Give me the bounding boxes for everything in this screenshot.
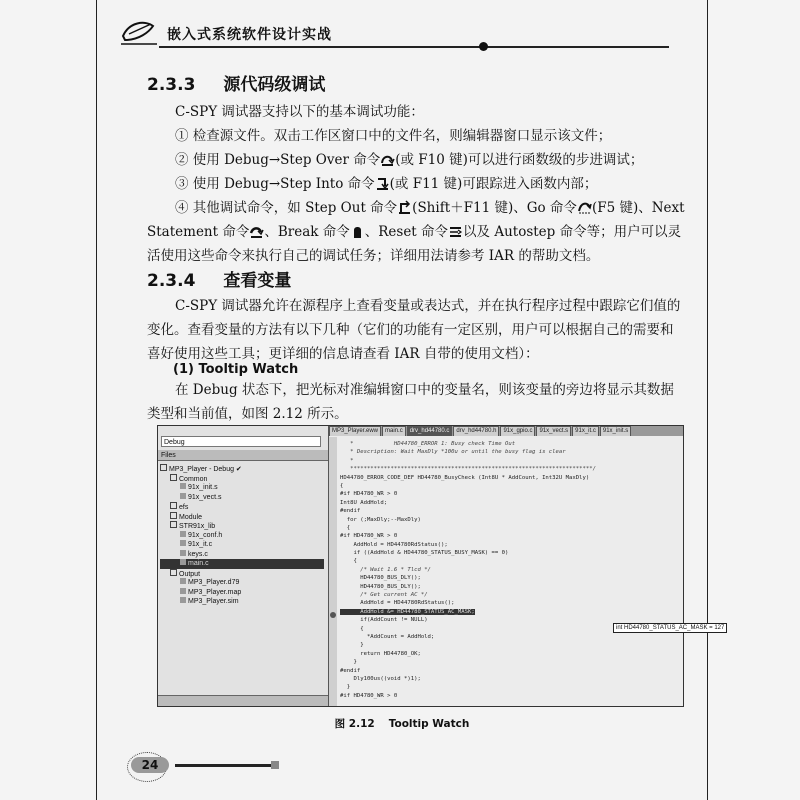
workspace-panel bbox=[158, 426, 329, 706]
debug-item-4: ④ 其他调试命令，如 Step Out 命令 (Shift＋F11 键)、Go 命令 (F5 键)、Next Statement 命令 、Break 命令 、Reset 命令 以及 Autostep 命令等；用户可以灵活使用这些命令来执行自己的调试任务；详细用法请参考 IAR 的帮助文档。 bbox=[147, 200, 685, 264]
file-tree-item[interactable]: Common bbox=[160, 474, 324, 484]
editor-gutter bbox=[329, 437, 337, 706]
file-icon bbox=[180, 550, 186, 556]
code-line: * HD44780_ERROR 1: Busy check Time Out bbox=[340, 441, 516, 447]
editor-window bbox=[329, 426, 725, 706]
breakpoint-marker[interactable] bbox=[330, 612, 336, 618]
file-tree-item[interactable]: 91x_init.s bbox=[160, 483, 324, 493]
code-line: HD44780_ERROR_CODE_DEF HD44780_BusyCheck (Int8U * AddCount, Int32U MaxDly) bbox=[340, 474, 590, 481]
editor-tab-bar bbox=[329, 426, 683, 436]
file-tree-item[interactable]: MP3_Player - Debug ✔ bbox=[160, 464, 324, 474]
file-tree-item[interactable]: MP3_Player.d79 bbox=[160, 578, 324, 588]
ide-screenshot bbox=[157, 425, 725, 707]
footer-rule bbox=[175, 764, 271, 767]
debug-item-3: ③ 使用 Debug→Step Into 命令 (或 F11 键)可跟踪进入函数内部； bbox=[175, 176, 598, 192]
file-tree-item[interactable]: Output bbox=[160, 569, 324, 579]
tooltip-watch-popup: int HD44780_STATUS_AC_MASK = 127 bbox=[613, 623, 727, 633]
tooltip-watch-paragraph: 在 Debug 状态下，把光标对准编辑窗口中的变量名，则该变量的旁边将显示其数据类型和当前值，如图 2.12 所示。 bbox=[147, 382, 674, 422]
file-tree bbox=[160, 464, 324, 607]
editor-tab[interactable]: MP3_Player.eww bbox=[329, 426, 381, 436]
file-tree-item[interactable]: efs bbox=[160, 502, 324, 512]
editor-tab[interactable]: 91x_vect.s bbox=[536, 426, 571, 436]
footer-square bbox=[271, 761, 279, 769]
next-statement-icon bbox=[249, 224, 264, 239]
file-icon bbox=[180, 559, 186, 565]
code-line: return HD44780_OK; bbox=[340, 650, 421, 657]
file-icon bbox=[180, 578, 186, 584]
file-icon bbox=[180, 597, 186, 603]
code-line: * Description: Wait MaxDly *100u or until the busy flag is clear bbox=[340, 449, 566, 456]
code-line: *AddCount = AddHold; bbox=[340, 633, 435, 640]
editor-tab[interactable]: drv_hd44780.h bbox=[453, 426, 499, 436]
configuration-combo[interactable]: Debug bbox=[161, 436, 321, 447]
code-line: #if HD4780_WR > 0 bbox=[340, 692, 398, 699]
header-dot bbox=[479, 42, 488, 51]
section-heading-2-3-3: 2.3.3 源代码级调试 bbox=[147, 75, 326, 95]
file-tree-item[interactable]: 91x_vect.s bbox=[160, 493, 324, 503]
code-line: #endif bbox=[340, 508, 361, 515]
workspace-bottom-tabs bbox=[158, 695, 328, 706]
debug-item-1: ① 检查源文件。双击工作区窗口中的文件名，则编辑器窗口显示该文件； bbox=[175, 128, 612, 144]
file-tree-item[interactable]: MP3_Player.map bbox=[160, 588, 324, 598]
page-number: 24 bbox=[131, 757, 169, 773]
figure-caption: 图 2.12 Tooltip Watch bbox=[334, 718, 470, 730]
file-icon bbox=[180, 588, 186, 594]
view-variables-paragraph: C-SPY 调试器允许在源程序上查看变量或表达式，并在执行程序过程中跟踪它们值的变化。查看变量的方法有以下几种（它们的功能有一定区别，用户可以根据自己的需要和喜好使用这些工具；更详细的信息请查看 IAR 自带的使用文档）： bbox=[147, 298, 681, 362]
pen-icon bbox=[119, 16, 159, 50]
source-code bbox=[340, 440, 680, 700]
code-line: HD44780_BUS_DLY(); bbox=[340, 575, 421, 582]
file-tree-item[interactable]: main.c bbox=[160, 559, 324, 569]
folder-icon bbox=[170, 521, 177, 528]
file-tree-item[interactable]: MP3_Player.sim bbox=[160, 597, 324, 607]
break-icon bbox=[350, 224, 365, 239]
code-line: /* Wait 1.6 * Tlcd */ bbox=[340, 566, 431, 573]
running-header bbox=[119, 16, 679, 56]
reset-icon bbox=[448, 224, 463, 239]
editor-tab[interactable]: 91x_it.c bbox=[572, 426, 599, 436]
code-line: #if HD4780_WR > 0 bbox=[340, 491, 398, 498]
editor-tab[interactable]: drv_hd44780.c bbox=[407, 426, 453, 436]
folder-icon bbox=[170, 512, 177, 519]
code-line: if ((AddHold & HD44780_STATUS_BUSY_MASK) == 0) bbox=[340, 550, 509, 557]
step-into-icon bbox=[375, 176, 390, 191]
editor-tab[interactable]: 91x_init.s bbox=[600, 426, 631, 436]
code-line: HD44780_BUS_DLY(); bbox=[340, 583, 421, 590]
code-line: Dly100us((void *)1); bbox=[340, 675, 421, 682]
code-line: * bbox=[340, 457, 354, 464]
code-line: AddHold = HD44780RdStatus(); bbox=[340, 600, 455, 607]
file-tree-item[interactable]: 91x_conf.h bbox=[160, 531, 324, 541]
code-line: } bbox=[340, 642, 364, 649]
tooltip-watch-subheading: (1) Tooltip Watch bbox=[173, 362, 299, 377]
code-line: #if HD4780_WR > 0 bbox=[340, 533, 398, 540]
code-line: { bbox=[340, 625, 364, 632]
code-line: Int8U AddHold; bbox=[340, 499, 388, 506]
section-heading-2-3-4: 2.3.4 查看变量 bbox=[147, 271, 292, 291]
code-line: ************************************************************************/ bbox=[340, 466, 596, 473]
book-page bbox=[96, 0, 725, 800]
code-line: { bbox=[340, 558, 357, 565]
code-line: { bbox=[340, 524, 351, 531]
code-line: if(AddCount != NULL) bbox=[340, 617, 428, 624]
code-line: { bbox=[340, 482, 344, 489]
folder-icon bbox=[170, 502, 177, 509]
code-line: AddHold = HD44780RdStatus(); bbox=[340, 541, 448, 548]
step-over-icon bbox=[380, 152, 395, 167]
header-rule bbox=[159, 46, 669, 48]
file-tree-item[interactable]: Module bbox=[160, 512, 324, 522]
go-icon bbox=[577, 200, 592, 215]
folder-icon bbox=[170, 569, 177, 576]
debug-item-2: ② 使用 Debug→Step Over 命令 (或 F10 键)可以进行函数级的步进调试； bbox=[175, 152, 644, 168]
file-tree-item[interactable]: 91x_it.c bbox=[160, 540, 324, 550]
editor-tab[interactable]: 91x_gpio.c bbox=[500, 426, 535, 436]
editor-tab[interactable]: main.c bbox=[382, 426, 406, 436]
code-line: } bbox=[340, 659, 357, 666]
file-icon bbox=[180, 493, 186, 499]
file-tree-item[interactable]: STR91x_lib bbox=[160, 521, 324, 531]
code-line: for (;MaxDly;--MaxDly) bbox=[340, 516, 421, 523]
files-column-header: Files bbox=[158, 450, 328, 461]
book-title: 嵌入式系统软件设计实战 bbox=[167, 27, 332, 43]
file-tree-item[interactable]: keys.c bbox=[160, 550, 324, 560]
file-icon bbox=[180, 540, 186, 546]
folder-icon bbox=[170, 474, 177, 481]
file-icon bbox=[180, 483, 186, 489]
code-line: } bbox=[340, 684, 351, 691]
file-icon bbox=[180, 531, 186, 537]
debug-intro: C-SPY 调试器支持以下的基本调试功能： bbox=[175, 104, 424, 120]
step-out-icon bbox=[397, 200, 412, 215]
code-line: /* Get current AC */ bbox=[340, 592, 428, 599]
page-footer bbox=[127, 752, 687, 782]
code-line: #endif bbox=[340, 667, 361, 674]
folder-icon bbox=[160, 464, 167, 471]
code-line: AddHold &= HD44780_STATUS_AC_MASK; bbox=[340, 608, 475, 615]
